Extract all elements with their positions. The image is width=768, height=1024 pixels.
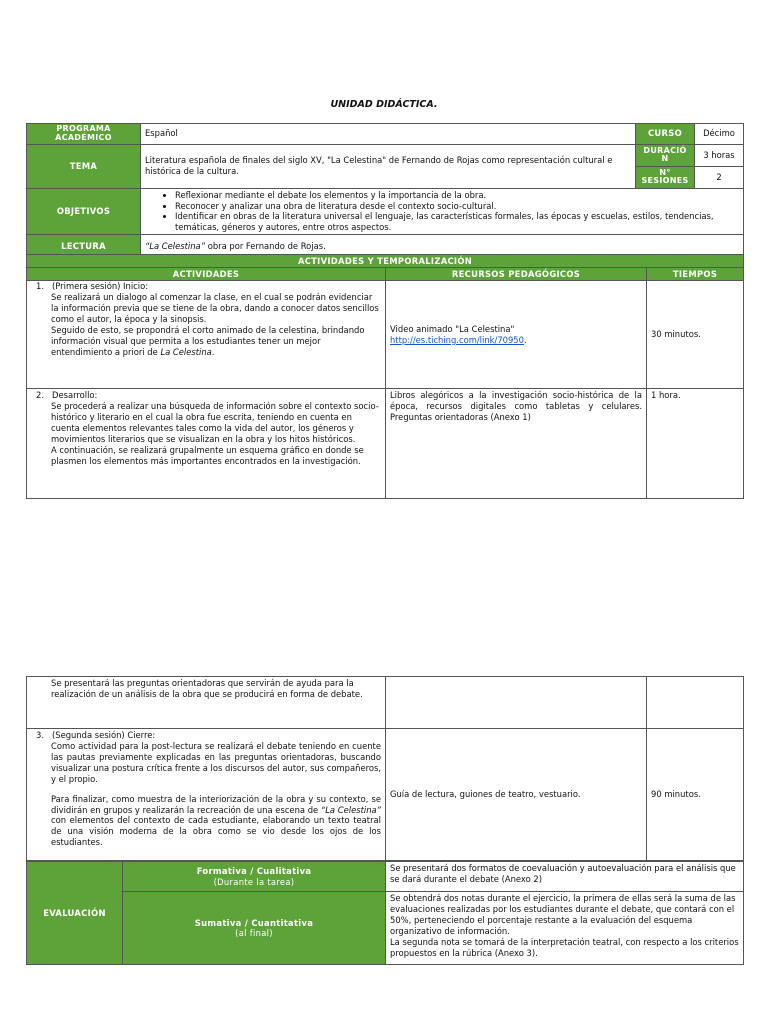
formativa-text: Se presentará dos formatos de coevaluación y autoevaluación para el análisis que se dará durante el debate (Anexo 2) — [386, 862, 744, 892]
video-link[interactable]: http://es.tiching.com/link/70950 — [390, 334, 524, 345]
formativa-sub: (Durante la tarea) — [213, 876, 295, 887]
activity-3-text-a: Como actividad para la post-lectura se realizará el debate teniendo en cuente las pautas previamente explicadas en las preguntas orientadoras, buscando visualizar una postura crítica frente a los discursos del autor, sus compañeros, y el propio. — [51, 740, 381, 784]
evaluacion-label: EVALUACIÓN — [27, 862, 123, 965]
activity-3-heading — [31, 730, 381, 741]
activity-row-3 — [27, 729, 386, 861]
activity-row-2 — [27, 389, 386, 499]
activity-1-heading — [31, 281, 381, 292]
activity-1-text-b — [31, 325, 381, 358]
activity-2-heading — [31, 390, 381, 401]
activity-2-text-c: Se presentará las preguntas orientadoras que servirán de ayuda para la realización de un análisis de la obra que se producirá en forma de debate. — [51, 678, 363, 699]
duracion-value: 3 horas — [695, 144, 744, 166]
activity-row-1 — [27, 281, 386, 389]
activity-3-text-b — [31, 794, 381, 849]
tema-value: Literatura española de finales del siglo XV, "La Celestina" de Fernando de Rojas como representación cultural e histórica de la cultura. — [141, 144, 636, 188]
objetivos-list-cell — [141, 188, 744, 235]
sumativa-text — [386, 892, 744, 965]
recursos-1 — [386, 281, 647, 389]
objetivo-item: • Reconocer y analizar una obra de literatura desde el contexto socio-cultural. — [175, 201, 739, 212]
activity-text: Para finalizar, como muestra de la interiorización de la obra y su contexto, se dividirán en grupos y realizarán la recreación de una escena de — [51, 793, 381, 815]
col-header-recursos: RECURSOS PEDAGÓGICOS — [386, 268, 647, 281]
sumativa-title: Sumativa / Cuantitativa — [194, 917, 314, 928]
activity-number: 2. — [36, 390, 44, 400]
lectura-label: LECTURA — [27, 235, 141, 259]
tiempo-3: 90 minutos. — [647, 729, 744, 861]
lectura-title: “La Celestina” — [145, 241, 206, 252]
activity-text: con elementos del contexto de cada estudiante, elaborando un texto teatral de una visión moderna de la obra como se vio desde los ojos de los estudiantes. — [51, 815, 381, 848]
activity-heading-text: (Primera sesión) Inicio: — [52, 281, 149, 291]
activity-text: . — [211, 346, 215, 357]
objetivo-item: • Identificar en obras de la literatura universal el lenguaje, las características formales, las épocas y escuelas, estilos, tendencias, temáticas, géneros y autores, entre otros aspectos. — [175, 211, 739, 233]
link-end: . — [523, 334, 527, 345]
activity-heading-text: Desarrollo: — [52, 390, 98, 400]
evaluacion-table — [26, 861, 744, 965]
sesiones-value: 2 — [695, 166, 744, 188]
formativa-header — [123, 862, 386, 892]
sesiones-label: N° SESIONES — [636, 166, 695, 188]
objetivos-label: OBJETIVOS — [27, 188, 141, 235]
programa-value: Español — [141, 124, 636, 145]
activity-2-text-b: A continuación, se realizará grupalmente un esquema gráfico en donde se plasmen los elementos más importantes encontrados en la investigación. — [51, 444, 364, 466]
activities-section-title: ACTIVIDADES Y TEMPORALIZACIÓN — [27, 255, 744, 268]
page-title: UNIDAD DIDÁCTICA. — [330, 99, 438, 110]
book-title: “La Celestina” — [320, 804, 381, 815]
activity-number: 1. — [36, 281, 44, 291]
curso-value: Décimo — [695, 124, 744, 145]
sumativa-text-b: La segunda nota se tomará de la interpretación teatral, con respecto a los criterios propuestos en la rúbrica (Anexo 3). — [390, 936, 739, 958]
header-table — [26, 123, 744, 259]
tiempo-2: 1 hora. — [647, 389, 744, 499]
activity-2-continued — [27, 677, 386, 729]
sumativa-header — [123, 892, 386, 965]
activity-2-text-a: Se procederá a realizar una búsqueda de información sobre el contexto socio-histórico y literario en el cual la obra fue escrita, teniendo en cuenta en cuenta elementos relevantes tales como la vida del autor, los géneros y movimientos literarios que se visualizan en la obra y los hitos históricos. — [51, 400, 379, 444]
objetivo-item: • Reflexionar mediante el debate los elementos y la importancia de la obra. — [175, 190, 739, 201]
recursos-text: Video animado "La Celestina" — [390, 323, 515, 334]
tema-label: TEMA — [27, 144, 141, 188]
programa-label: PROGRAMA ACADÉMICO — [27, 124, 141, 145]
col-header-tiempos: TIEMPOS — [647, 268, 744, 281]
formativa-title: Formativa / Cualitativa — [196, 866, 312, 876]
tiempo-1: 30 minutos. — [647, 281, 744, 389]
recursos-3: Guía de lectura, guiones de teatro, vestuario. — [386, 729, 647, 861]
activity-text: Seguido de esto, se propondrá el corto animado de la celestina, brindando información visual que permita a los estudiantes tener un mejor entendimiento a priori de — [51, 324, 365, 357]
tiempo-2-continued — [647, 677, 744, 729]
activity-number: 3. — [36, 730, 44, 740]
activity-heading-text: (Segunda sesión) Cierre: — [52, 730, 156, 740]
lectura-rest: obra por Fernando de Rojas. — [205, 241, 326, 252]
activities-table — [26, 254, 744, 499]
book-title: La Celestina — [160, 346, 212, 357]
recursos-2: Libros alegóricos a la investigación socio-histórica de la época, recursos digitales como tabletas y celulares. Preguntas orientadoras (Anexo 1) — [386, 389, 647, 499]
sumativa-text-a: Se obtendrá dos notas durante el ejercicio, la primera de ellas será la suma de las evaluaciones realizadas por los estudiantes durante el debate, que contará con el 50%, perteneciendo el porcentaje restante a la evaluación del esquema organizativo de información. — [390, 893, 736, 936]
curso-label: CURSO — [636, 124, 695, 145]
sumativa-sub: (al final) — [235, 928, 273, 938]
activities-table-continued — [26, 676, 744, 861]
objetivos-list — [145, 190, 739, 234]
activity-1-text-a: Se realizará un dialogo al comenzar la clase, en el cual se podrán evidenciar la información previa que se tiene de la obra, dando a conocer datos sencillos como el autor, la época y la sinopsis. — [51, 291, 379, 324]
col-header-actividades: ACTIVIDADES — [27, 268, 386, 281]
recursos-2-continued — [386, 677, 647, 729]
duracion-label: DURACIÓN — [636, 144, 695, 166]
